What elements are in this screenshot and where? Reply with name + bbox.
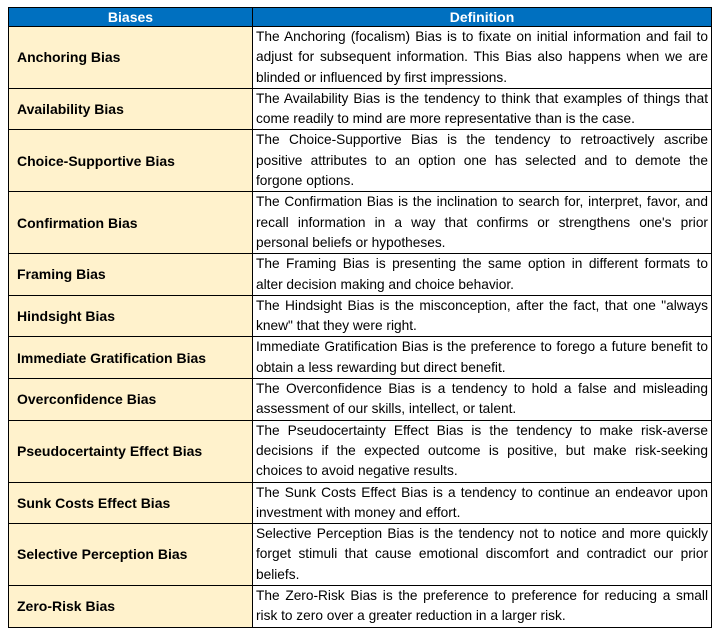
bias-definition: Immediate Gratification Bias is the preference to forego a future benefit to obtain a less rewarding but direct benefit. [253, 337, 712, 379]
bias-definition: The Anchoring (focalism) Bias is to fixate on initial information and fail to adjust for subsequent information. This Bias also happens when we are blinded or influenced by first impressions. [253, 27, 712, 89]
bias-definition: Selective Perception Bias is the tendency not to notice and more quickly forget stimuli that cause emotional discomfort and contradict our prior beliefs. [253, 524, 712, 586]
bias-table-container [8, 7, 712, 628]
table-row [9, 586, 712, 628]
table-row [9, 379, 712, 421]
bias-name: Zero-Risk Bias [9, 586, 253, 628]
header-row [9, 8, 712, 27]
table-row [9, 27, 712, 89]
bias-definition: The Pseudocertainty Effect Bias is the tendency to make risk-averse decisions if the expected outcome is positive, but make risk-seeking choices to avoid negative results. [253, 420, 712, 482]
bias-name: Availability Bias [9, 88, 253, 130]
bias-name: Overconfidence Bias [9, 379, 253, 421]
bias-name: Choice-Supportive Bias [9, 130, 253, 192]
bias-definition: The Sunk Costs Effect Bias is a tendency to continue an endeavor upon investment with money and effort. [253, 482, 712, 524]
bias-name: Pseudocertainty Effect Bias [9, 420, 253, 482]
table-row [9, 482, 712, 524]
bias-definition: The Hindsight Bias is the misconception, after the fact, that one "always knew" that they were right. [253, 295, 712, 337]
table-row [9, 420, 712, 482]
bias-name: Anchoring Bias [9, 27, 253, 89]
table-row [9, 337, 712, 379]
bias-definition: The Zero-Risk Bias is the preference to preference for reducing a small risk to zero over a greater reduction in a larger risk. [253, 586, 712, 628]
bias-name: Immediate Gratification Bias [9, 337, 253, 379]
table-row [9, 130, 712, 192]
bias-definition: The Availability Bias is the tendency to think that examples of things that come readily to mind are more representative than is the case. [253, 88, 712, 130]
bias-name: Selective Perception Bias [9, 524, 253, 586]
bias-definition: The Framing Bias is presenting the same option in different formats to alter decision making and choice behavior. [253, 254, 712, 296]
table-row [9, 524, 712, 586]
header-definition: Definition [253, 8, 712, 27]
bias-name: Sunk Costs Effect Bias [9, 482, 253, 524]
bias-definition: The Confirmation Bias is the inclination to search for, interpret, favor, and recall information in a way that confirms or strengthens one's prior personal beliefs or hypotheses. [253, 192, 712, 254]
table-row [9, 88, 712, 130]
bias-definition: The Overconfidence Bias is a tendency to hold a false and misleading assessment of our skills, intellect, or talent. [253, 379, 712, 421]
table-row [9, 192, 712, 254]
bias-name: Confirmation Bias [9, 192, 253, 254]
bias-name: Hindsight Bias [9, 295, 253, 337]
table-body [9, 27, 712, 628]
bias-name: Framing Bias [9, 254, 253, 296]
table-row [9, 254, 712, 296]
table-row [9, 295, 712, 337]
bias-table [8, 7, 712, 628]
header-biases: Biases [9, 8, 253, 27]
bias-definition: The Choice-Supportive Bias is the tendency to retroactively ascribe positive attributes to an option one has selected and to demote the forgone options. [253, 130, 712, 192]
